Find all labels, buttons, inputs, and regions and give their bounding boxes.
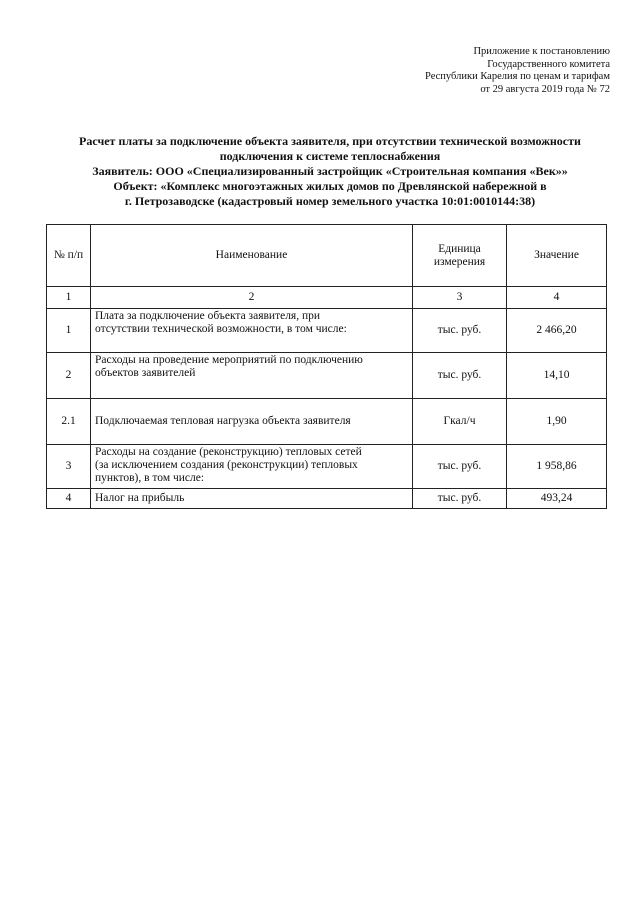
row-num: 1 bbox=[47, 309, 91, 353]
row-unit: Гкал/ч bbox=[413, 399, 507, 445]
row-name-line: Плата за подключение объекта заявителя, при bbox=[95, 310, 321, 322]
table-row bbox=[47, 309, 607, 353]
row-name-line: пунктов), в том числе: bbox=[95, 472, 205, 484]
row-num: 2.1 bbox=[47, 399, 91, 445]
row-name-line: отсутствии технической возможности, в том числе: bbox=[95, 323, 347, 335]
header-unit-line: измерения bbox=[433, 255, 486, 268]
appendix-line: Республики Карелия по ценам и тарифам bbox=[425, 71, 610, 82]
row-name-line: Подключаемая тепловая нагрузка объекта заявителя bbox=[95, 415, 351, 427]
row-value: 493,24 bbox=[507, 489, 607, 509]
row-name bbox=[91, 309, 413, 353]
row-name bbox=[91, 445, 413, 489]
row-name bbox=[91, 489, 413, 509]
row-name bbox=[91, 399, 413, 445]
column-number: 2 bbox=[91, 287, 413, 309]
header-name: Наименование bbox=[91, 225, 413, 287]
column-number: 3 bbox=[413, 287, 507, 309]
header-unit bbox=[413, 225, 507, 287]
table-row bbox=[47, 445, 607, 489]
row-unit: тыс. руб. bbox=[413, 309, 507, 353]
header-num: № п/п bbox=[47, 225, 91, 287]
appendix-line: Приложение к постановлению bbox=[473, 46, 610, 57]
row-num: 3 bbox=[47, 445, 91, 489]
heading-line: Расчет платы за подключение объекта заявителя, при отсутствии технической возможности bbox=[79, 134, 581, 148]
row-name-line: объектов заявителей bbox=[95, 367, 196, 379]
column-number: 4 bbox=[507, 287, 607, 309]
row-value: 1 958,86 bbox=[507, 445, 607, 489]
header-unit-line: Единица bbox=[438, 242, 481, 255]
table-row bbox=[47, 489, 607, 509]
heading-line: г. Петрозаводске (кадастровый номер земельного участка 10:01:0010144:38) bbox=[124, 194, 536, 208]
row-name-line: (за исключением создания (реконструкции) тепловых bbox=[95, 459, 358, 471]
row-unit: тыс. руб. bbox=[413, 489, 507, 509]
row-value: 1,90 bbox=[507, 399, 607, 445]
table-row bbox=[47, 399, 607, 445]
appendix-line: Государственного комитета bbox=[487, 58, 610, 70]
calculation-table bbox=[46, 224, 607, 509]
row-value: 14,10 bbox=[507, 353, 607, 399]
document-heading bbox=[40, 134, 620, 209]
row-num: 4 bbox=[47, 489, 91, 509]
appendix-line: от 29 августа 2019 года № 72 bbox=[480, 83, 610, 95]
table-header-row bbox=[47, 225, 607, 287]
header-value: Значение bbox=[507, 225, 607, 287]
row-name bbox=[91, 353, 413, 399]
heading-line: Объект: «Комплекс многоэтажных жилых домов по Древлянской набережной в bbox=[113, 179, 547, 193]
heading-line: подключения к системе теплоснабжения bbox=[219, 149, 441, 163]
row-num: 2 bbox=[47, 353, 91, 399]
heading-line: Заявитель: ООО «Специализированный застройщик «Строительная компания «Век»» bbox=[92, 164, 568, 178]
column-number-row bbox=[47, 287, 607, 309]
table-row bbox=[47, 353, 607, 399]
appendix-note bbox=[350, 46, 610, 96]
row-name-line: Расходы на создание (реконструкцию) тепловых сетей bbox=[95, 446, 362, 458]
row-unit: тыс. руб. bbox=[413, 445, 507, 489]
column-number: 1 bbox=[47, 287, 91, 309]
row-name-line: Налог на прибыль bbox=[95, 492, 185, 504]
row-unit: тыс. руб. bbox=[413, 353, 507, 399]
row-value: 2 466,20 bbox=[507, 309, 607, 353]
row-name-line: Расходы на проведение мероприятий по подключению bbox=[95, 354, 363, 366]
